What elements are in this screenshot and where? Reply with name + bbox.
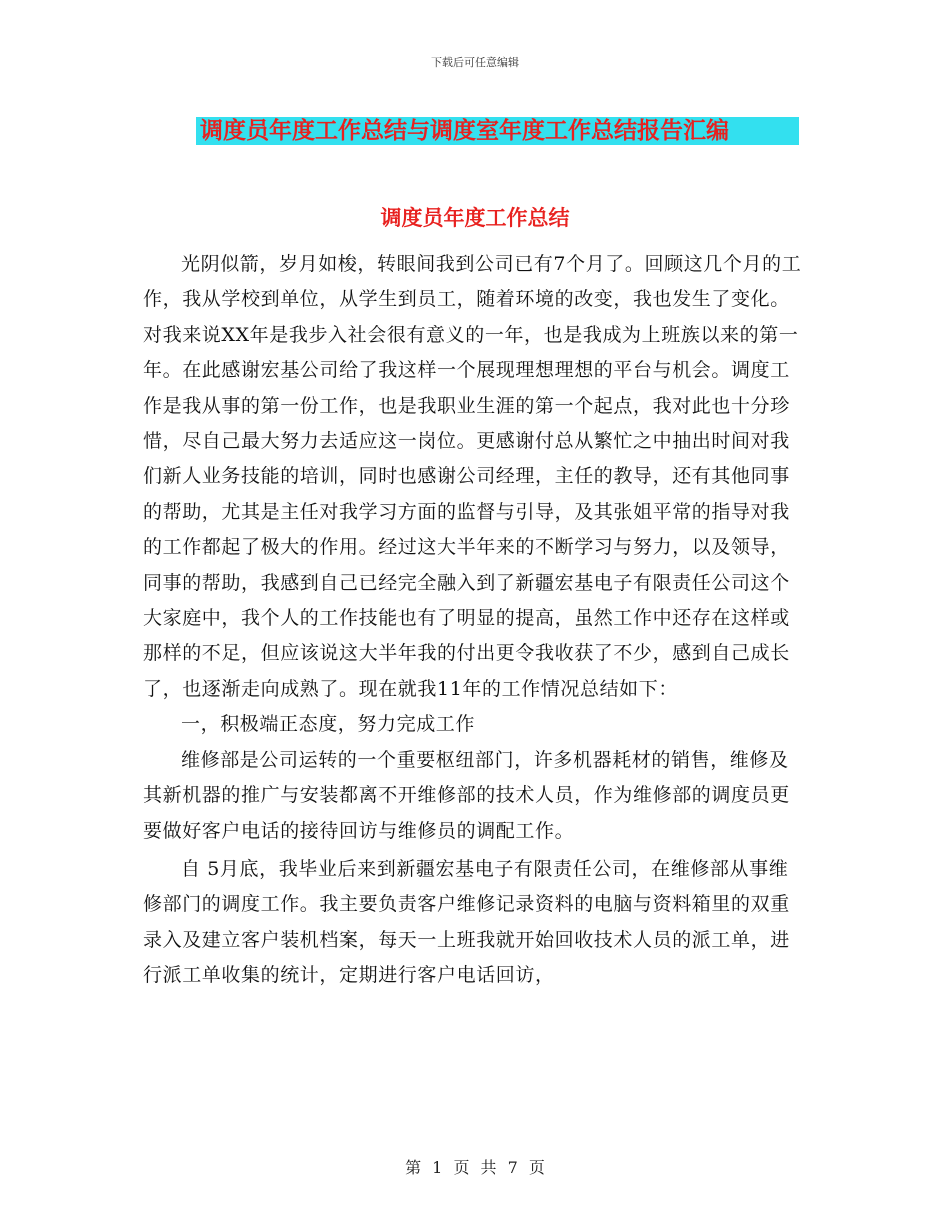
main-title-text: 调度员年度工作总结与调度室年度工作总结报告汇编 bbox=[200, 118, 729, 144]
header-note: 下载后可任意编辑 bbox=[431, 56, 519, 69]
paragraph-heading: 一，积极端正态度，努力完成工作 bbox=[181, 713, 476, 736]
section-title: 调度员年度工作总结 bbox=[380, 206, 570, 230]
paragraph: 维修部是公司运转的一个重要枢纽部门，许多机器耗材的销售，维修及其新机器的推广与安装都离不开维修部的技术人员，作为维修部的调度员更要做好客户电话的接待回访与维修员的调配工作。 bbox=[143, 748, 790, 842]
paragraph: 光阴似箭，岁月如梭，转眼间我到公司已有7个月了。回顾这几个月的工作，我从学校到单位，从学生到员工，随着环境的改变，我也发生了变化。对我来说XX年是我步入社会很有意义的一年，也是我成为上班族以来的第一年。在此感谢宏基公司给了我这样一个展现理想理想的平台与机会。调度工作是我从事的第一份工作，也是我职业生涯的第一个起点，我对此也十分珍惜，尽自己最大努力去适应这一岗位。更感谢付总从繁忙之中抽出时间对我们新人业务技能的培训，同时也感谢公司经理，主任的教导，还有其他同事的帮助，尤其是主任对我学习方面的监督与引导，及其张姐平常的指导对我的工作都起了极大的作用。经过这大半年来的不断学习与努力，以及领导，同事的帮助，我感到自己已经完全融入到了新疆宏基电子有限责任公司这个大家庭中，我个人的工作技能也有了明显的提高，虽然工作中还存在这样或那样的不足，但应该说这大半年我的付出更令我收获了不少，感到自己成长了，也逐渐走向成熟了。现在就我11年的工作情况总结如下： bbox=[143, 253, 802, 700]
page-number: 第 1 页 共 7 页 bbox=[405, 1158, 545, 1177]
main-title bbox=[196, 115, 733, 147]
paragraph: 自 5月底，我毕业后来到新疆宏基电子有限责任公司，在维修部从事维修部门的调度工作。我主要负责客户维修记录资料的电脑与资料箱里的双重录入及建立客户装机档案，每天一上班我就开始回收技术人员的派工单，进行派工单收集的统计，定期进行客户电话回访， bbox=[143, 857, 790, 987]
body-text bbox=[143, 247, 803, 994]
